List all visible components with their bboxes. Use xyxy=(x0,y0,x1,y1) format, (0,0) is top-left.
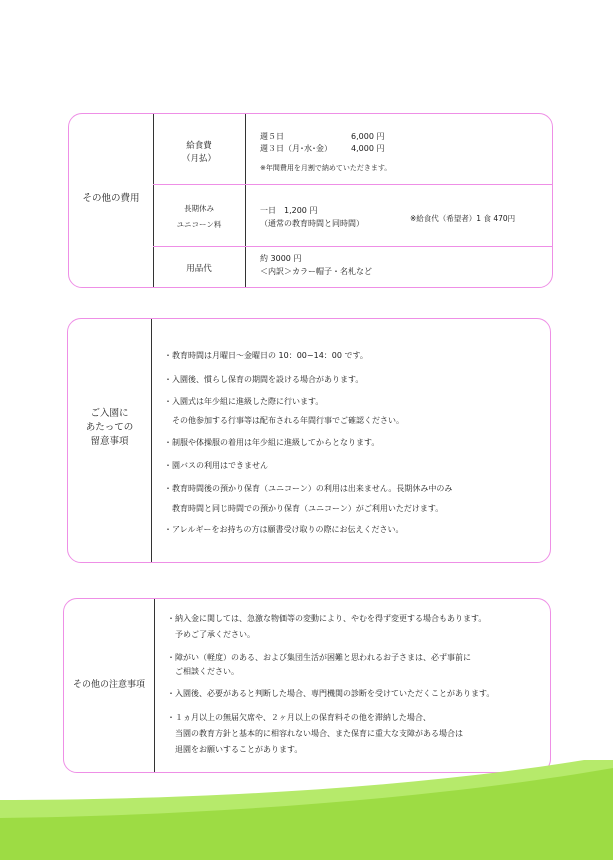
admission-item: ・入園後、慣らし保育の期間を設ける場合があります。 xyxy=(164,375,364,384)
meal-fee-label: 給食費 xyxy=(186,141,212,151)
other-notes-item: ・１ヵ月以上の無届欠席や、２ヶ月以上の保育料その他を滞納した場合、 xyxy=(167,713,431,722)
other-notes-item: 予めご了承ください。 xyxy=(167,630,255,639)
meal-line2-name: 週３日（月･水･金） xyxy=(260,144,332,153)
meal-line2-amount: 4,000 円 xyxy=(351,144,385,153)
other-notes-item: 退園をお願いすることがあります。 xyxy=(167,745,303,754)
admission-item: ・入園式は年少組に進級した際に行います。 xyxy=(164,397,324,406)
meal-line1-amount: 6,000 円 xyxy=(351,132,385,141)
supplies-line2: ＜内訳＞カラー帽子・名札など xyxy=(260,267,372,276)
admission-label-line-1: ご入園に xyxy=(90,408,129,419)
fees-row-divider-1 xyxy=(153,184,552,185)
other-notes-divider xyxy=(154,599,155,772)
other-notes-item: ・納入金に関しては、急激な物価等の変動により、やむを得ず変更する場合もあります。 xyxy=(167,614,487,623)
meal-note: ※年間費用を月割で納めていただきます。 xyxy=(260,164,392,172)
holiday-fee-label2: ユニコーン料 xyxy=(176,220,222,229)
holiday-line2: （通常の教育時間と同時間） xyxy=(260,219,364,228)
admission-item: ・アレルギーをお持ちの方は願書受け取りの際にお伝えください。 xyxy=(164,525,404,534)
admission-label-line-3: 留意事項 xyxy=(90,436,129,447)
admission-item: ・教育時間は月曜日～金曜日の 10：00−14：00 です。 xyxy=(164,351,368,360)
fees-divider-right xyxy=(245,114,246,287)
holiday-line1: 一日 1,200 円 xyxy=(260,206,318,215)
fees-row-divider-2 xyxy=(153,246,552,247)
meal-fee-sublabel: （月払） xyxy=(181,154,216,164)
meal-line1-name: 週５日 xyxy=(260,132,284,141)
admission-label-line-2: あたっての xyxy=(85,422,134,433)
other-notes-item: ・入園後、必要があると判断した場合、専門機関の診断を受けていただくことがあります。 xyxy=(167,689,495,698)
other-notes-item: ・障がい（軽度）のある、および集団生活が困難と思われるお子さまは、必ず事前に xyxy=(167,653,471,662)
admission-item: ・教育時間後の預かり保育（ユニコーン）の利用は出来ません。長期休み中のみ xyxy=(164,484,453,493)
holiday-side-note: ※給食代（希望者）1 食 470円 xyxy=(410,214,516,223)
supplies-line1: 約 3000 円 xyxy=(260,254,302,263)
fees-section-label: その他の費用 xyxy=(82,193,140,204)
other-notes-item: ご相談ください。 xyxy=(167,667,239,676)
other-notes-label: その他の注意事項 xyxy=(72,680,145,690)
other-notes-box xyxy=(63,598,551,773)
admission-notes-box xyxy=(67,318,551,563)
admission-item: ・園バスの利用はできません xyxy=(164,461,268,470)
admission-item: その他参加する行事等は配布される年間行事でご確認ください。 xyxy=(164,416,404,425)
other-notes-item: 当園の教育方針と基本的に相容れない場合、また保育に重大な支障がある場合は xyxy=(167,729,463,738)
footer-green-swoosh xyxy=(0,760,613,860)
admission-divider xyxy=(151,319,152,562)
fees-box xyxy=(68,113,553,288)
admission-item: 教育時間と同じ時間での預かり保育（ユニコーン）がご利用いただけます。 xyxy=(164,504,444,513)
holiday-fee-label: 長期休み xyxy=(184,204,214,213)
admission-item: ・制服や体操服の着用は年少組に進級してからとなります。 xyxy=(164,438,380,447)
supplies-fee-label: 用品代 xyxy=(186,264,212,274)
